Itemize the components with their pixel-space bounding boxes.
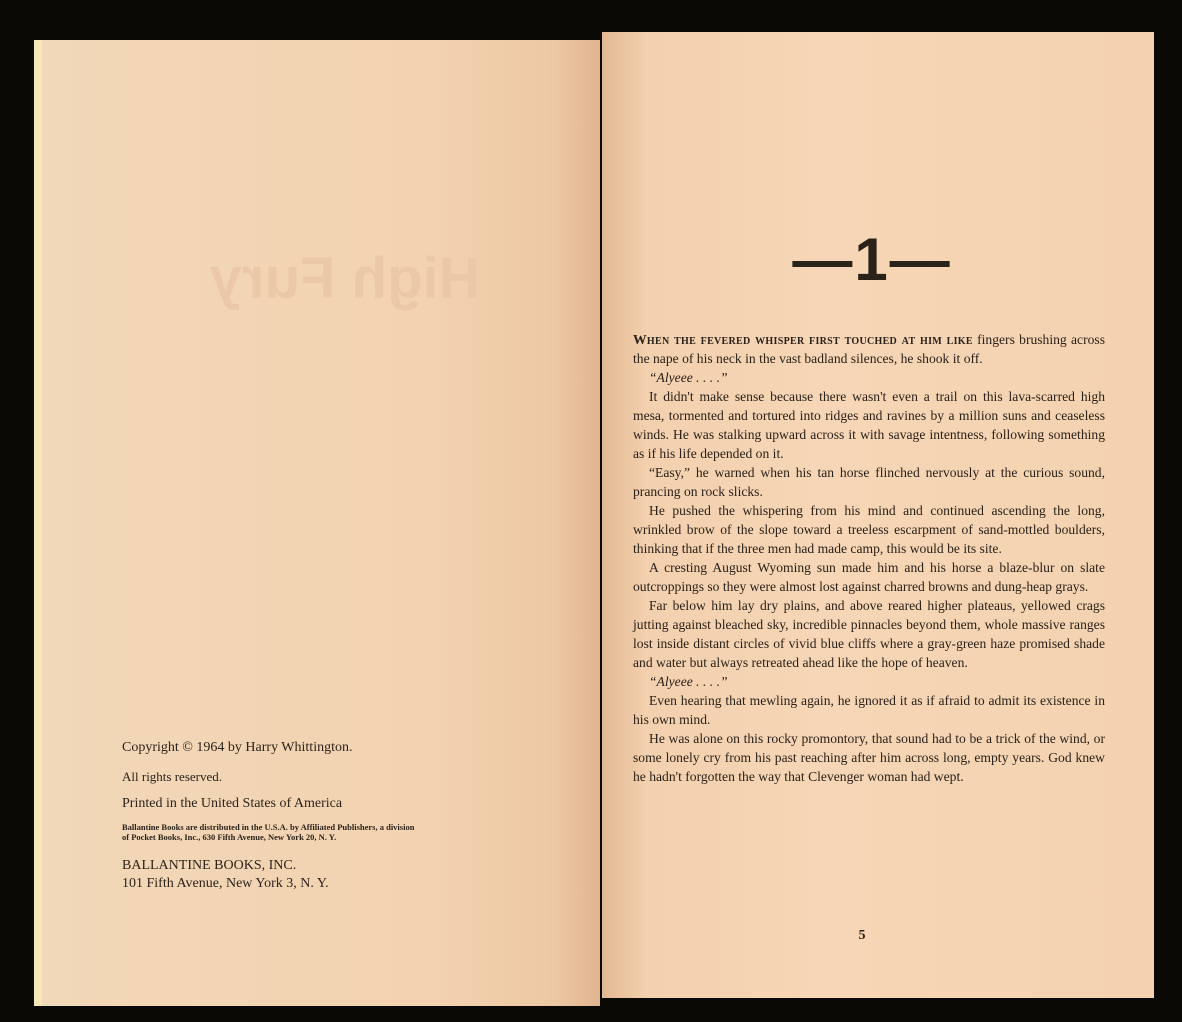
- show-through-title: High Fury: [209, 246, 481, 311]
- paragraph: He pushed the whispering from his mind and continued ascending the long, wrinkled brow of the slope toward a treeless escarpment of sand-mottled boulders, thinking that if the three men had made camp, this would be its site.: [633, 503, 1105, 556]
- publisher-name: BALLANTINE BOOKS, INC.: [122, 857, 297, 873]
- paragraph: “Easy,” he warned when his tan horse flinched nervously at the curious sound, prancing on rock slicks.: [633, 465, 1105, 499]
- page-number: 5: [858, 928, 866, 943]
- copyright-block: [122, 740, 442, 893]
- paragraph: “Alyeee . . . .”: [649, 674, 728, 689]
- paragraph: “Alyeee . . . .”: [649, 370, 728, 385]
- paragraph: Even hearing that mewling again, he ignored it as if afraid to admit its existence in his own mind.: [633, 693, 1105, 727]
- chapter-text: [633, 330, 1105, 786]
- paragraph: He was alone on this rocky promontory, that sound had to be a trick of the wind, or some lonely cry from his past reaching after him across long, empty years. God knew he hadn't forgotten the way that Clevenger woman had wept.: [633, 731, 1105, 784]
- paragraph-text: fingers brushing across the nape of his neck in the vast badland silences, he shook it off.: [633, 332, 1105, 366]
- chapter-heading: —1—: [792, 226, 952, 293]
- paragraph: Far below him lay dry plains, and above reared higher plateaus, yellowed crags jutting against bleached sky, incredible pinnacles beyond them, whole massive ranges lost inside distant circles of vivid blue cliffs where a gray-green haze promised shade and water but always retreated ahead like the hope of heaven.: [633, 598, 1105, 670]
- paragraph: It didn't make sense because there wasn't even a trail on this lava-scarred high mesa, tormented and tortured into ridges and ravines by a million suns and ceaseless winds. He was stalking upward across it with savage intentness, following something as if his life depended on it.: [633, 389, 1105, 461]
- opening-smallcaps: When the fevered whisper first touched at him like: [633, 332, 973, 347]
- copyright-line: Copyright © 1964 by Harry Whittington.: [122, 740, 353, 755]
- left-page-edge: [34, 40, 42, 1006]
- distribution-note: Ballantine Books are distributed in the U.S.A. by Affiliated Publishers, a division of Pocket Books, Inc., 630 Fifth Avenue, New York 20, N. Y.: [122, 822, 415, 842]
- printed-line: Printed in the United States of America: [122, 796, 343, 812]
- paragraph: [633, 330, 1105, 368]
- paragraph: A cresting August Wyoming sun made him and his horse a blaze-blur on slate outcroppings so they were almost lost against charred browns and dung-heap grays.: [633, 560, 1105, 594]
- publisher-address: 101 Fifth Avenue, New York 3, N. Y.: [122, 875, 329, 891]
- rights-line: All rights reserved.: [122, 768, 223, 784]
